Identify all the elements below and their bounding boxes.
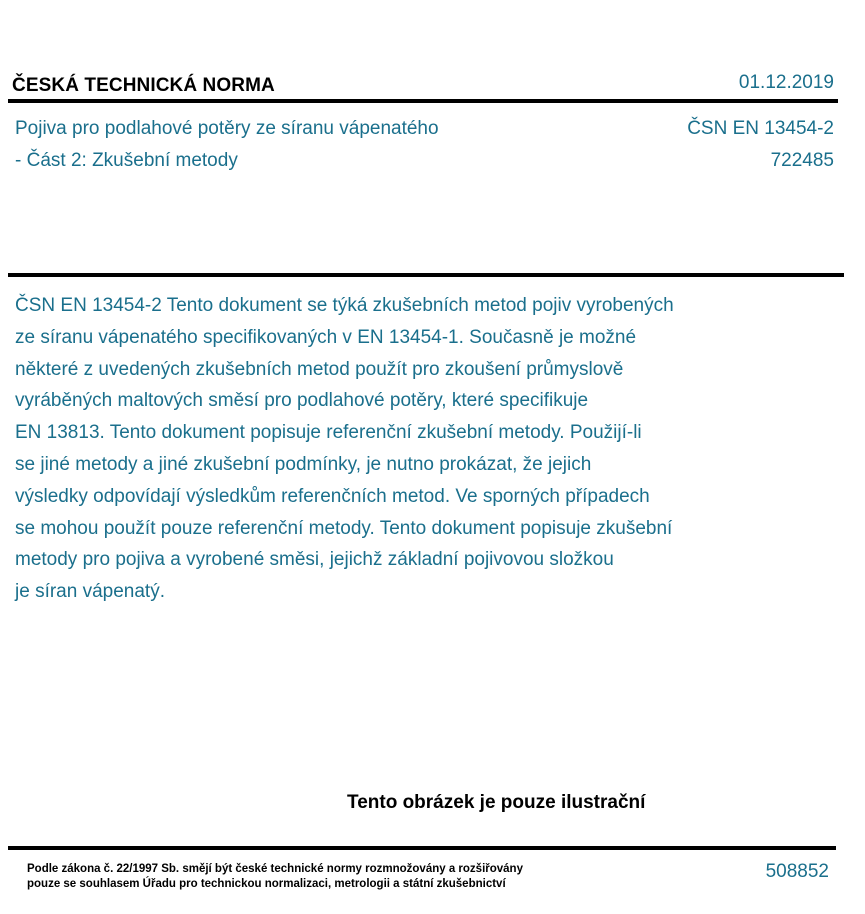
document-number: 508852 — [765, 861, 829, 882]
document-title-line-2: - Část 2: Zkušební metody — [15, 150, 238, 171]
title-divider — [8, 273, 844, 277]
classification-number: 722485 — [770, 150, 834, 171]
standard-code: ČSN EN 13454-2 — [687, 118, 834, 139]
document-abstract: ČSN EN 13454-2 Tento dokument se týká zkušebních metod pojiv vyrobených ze síranu vápenatého specifikovaných v EN 13454-1. Současně je možné některé z uvedených zkušebních metod použít pro zkoušení průmyslově vyráběných maltových směsí pro podlahové potěry, které specifikuje EN 13813. Tento dokument popisuje referenční zkušební metody. Použijí-li se jiné metody a jiné zkušební podmínky, je nutno prokázat, že jejich výsledky odpovídají výsledkům referenčních metod. Ve sporných případech se mohou použít pouze referenční metody. Tento dokument popisuje zkušební metody pro pojiva a vyrobené směsi, jejichž základní pojivovou složkou je síran vápenatý. — [15, 295, 674, 603]
legal-notice-line-1: Podle zákona č. 22/1997 Sb. smějí být české technické normy rozmnožovány a rozšiřovány — [27, 863, 523, 875]
illustration-notice: Tento obrázek je pouze ilustrační — [347, 792, 646, 813]
standard-heading: ČESKÁ TECHNICKÁ NORMA — [12, 75, 275, 96]
legal-notice-line-2: pouze se souhlasem Úřadu pro technickou normalizaci, metrologii a státní zkušebnictví — [27, 878, 506, 890]
document-title-line-1: Pojiva pro podlahové potěry ze síranu vápenatého — [15, 118, 439, 139]
footer-divider — [8, 846, 836, 850]
header-divider — [8, 99, 838, 103]
publication-date: 01.12.2019 — [738, 72, 834, 93]
